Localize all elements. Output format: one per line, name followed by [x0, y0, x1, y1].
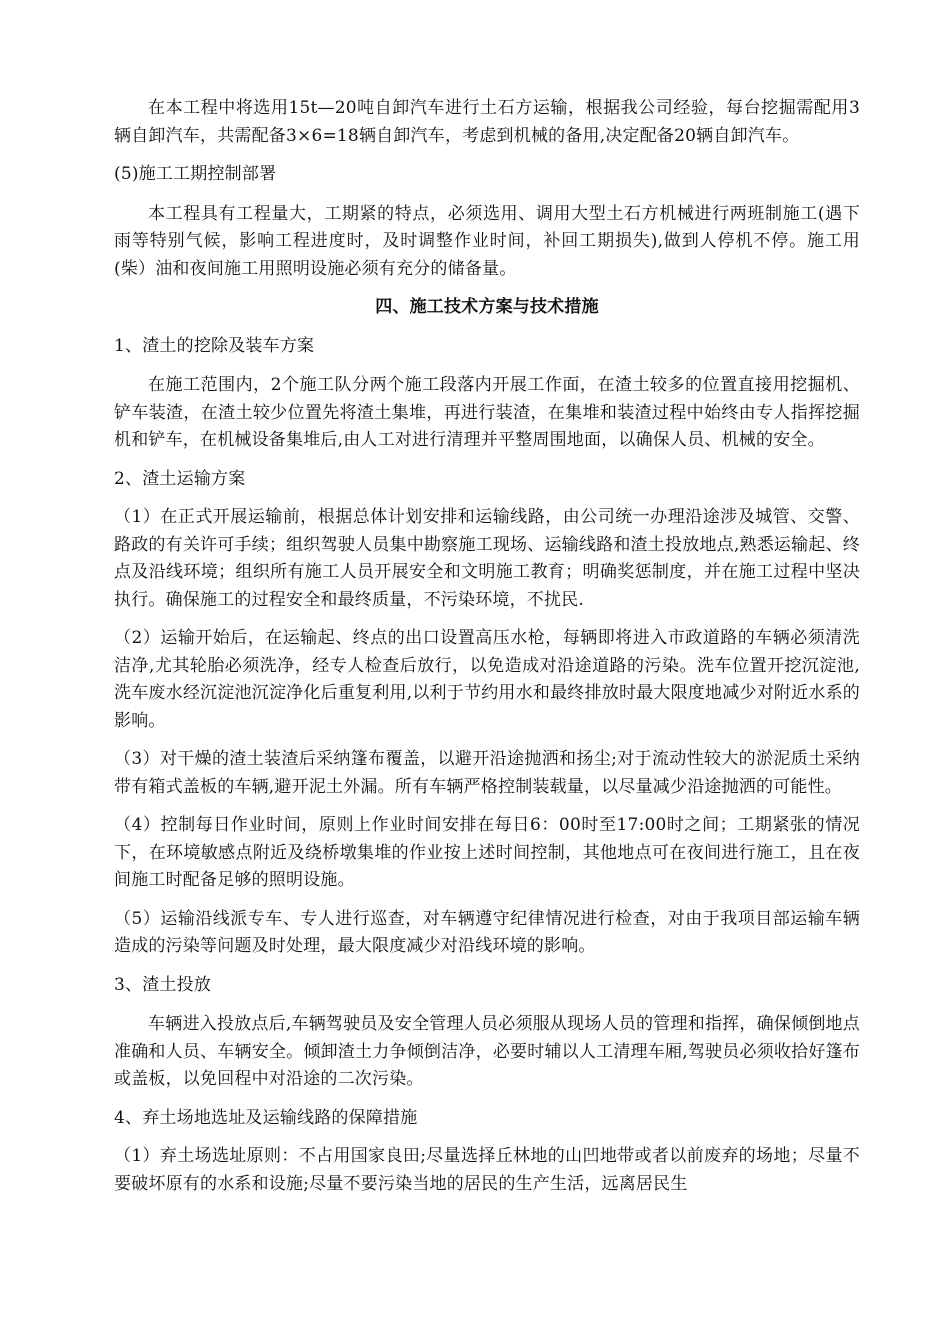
paragraph-transport-1: （1）在正式开展运输前，根据总体计划安排和运输线路，由公司统一办理沿途涉及城管、交警、路政的有关许可手续；组织驾驶人员集中勘察施工现场、运输线路和渣土投放地点,熟悉运输起、终点及沿线环境；组织所有施工人员开展安全和文明施工教育；明确奖惩制度，并在施工过程中坚决执行。确保施工的过程安全和最终质量，不污染环境，不扰民. [114, 507, 860, 610]
section-heading: 四、施工技术方案与技术措施 [375, 297, 599, 317]
paragraph-disposal-site-1: （1）弃土场选址原则：不占用国家良田;尽量选择丘林地的山凹地带或者以前废弃的场地；尽量不要破坏原有的水系和设施;尽量不要污染当地的居民的生产生活，远离居民生 [114, 1146, 860, 1194]
paragraph-transport-5: （5）运输沿线派专车、专人进行巡查，对车辆遵守纪律情况进行检查，对由于我项目部运输车辆造成的污染等问题及时处理，最大限度减少对沿线环境的影响。 [114, 908, 860, 956]
subheading-transport: 2、渣土运输方案 [114, 468, 246, 489]
paragraph-transport-4: （4）控制每日作业时间，原则上作业时间安排在每日6：00时至17:00时之间；工期紧张的情况下，在环境敏感点附近及绕桥墩集堆的作业按上述时间控制，其他地点可在夜间进行施工，且在夜间施工时配备足够的照明设施。 [114, 815, 860, 890]
paragraph-truck-allocation: 在本工程中将选用15t—20吨自卸汽车进行土石方运输，根据我公司经验，每台挖掘需配用3辆自卸汽车，共需配备3×6=18辆自卸汽车，考虑到机械的备用,决定配备20辆自卸汽车。 [114, 98, 860, 146]
paragraph-transport-2: （2）运输开始后，在运输起、终点的出口设置高压水枪，每辆即将进入市政道路的车辆必须清洗洁净,尤其轮胎必须洗净，经专人检查后放行，以免造成对沿途道路的污染。洗车位置开挖沉淀池,洗车废水经沉淀池沉淀净化后重复利用,以利于节约用水和最终排放时最大限度地减少对附近水系的影响。 [114, 628, 860, 731]
paragraph-dumping: 车辆进入投放点后,车辆驾驶员及安全管理人员必须服从现场人员的管理和指挥，确保倾倒地点准确和人员、车辆安全。倾卸渣土力争倾倒洁净，必要时辅以人工清理车厢,驾驶员必须收拾好篷布或盖板，以免回程中对沿途的二次污染。 [114, 1014, 860, 1089]
paragraph-schedule-control: 本工程具有工程量大，工期紧的特点，必须选用、调用大型土石方机械进行两班制施工(遇下雨等特别气候，影响工程进度时，及时调整作业时间，补回工期损失),做到人停机不停。施工用(柴）油和夜间施工用照明设施必须有充分的储备量。 [114, 203, 860, 279]
subheading-disposal-site: 4、弃土场地选址及运输线路的保障措施 [114, 1107, 418, 1128]
paragraph-excavation: 在施工范围内，2个施工队分两个施工段落内开展工作面，在渣土较多的位置直接用挖掘机、铲车装渣，在渣土较少位置先将渣土集堆，再进行装渣，在集堆和装渣过程中始终由专人指挥挖掘机和铲车，在机械设备集堆后,由人工对进行清理并平整周围地面，以确保人员、机械的安全。 [114, 375, 860, 450]
subheading-dumping: 3、渣土投放 [114, 974, 212, 995]
document-body [114, 95, 860, 1198]
paragraph-transport-3: （3）对干燥的渣土装渣后采纳篷布覆盖，以避开沿途抛洒和扬尘;对于流动性较大的淤泥质土采纳带有箱式盖板的车辆,避开泥土外漏。所有车辆严格控制装载量，以尽量减少沿途抛洒的可能性。 [114, 749, 860, 797]
subheading-excavation: 1、渣土的挖除及装车方案 [114, 335, 315, 356]
subheading-schedule-control: (5)施工工期控制部署 [114, 164, 277, 184]
